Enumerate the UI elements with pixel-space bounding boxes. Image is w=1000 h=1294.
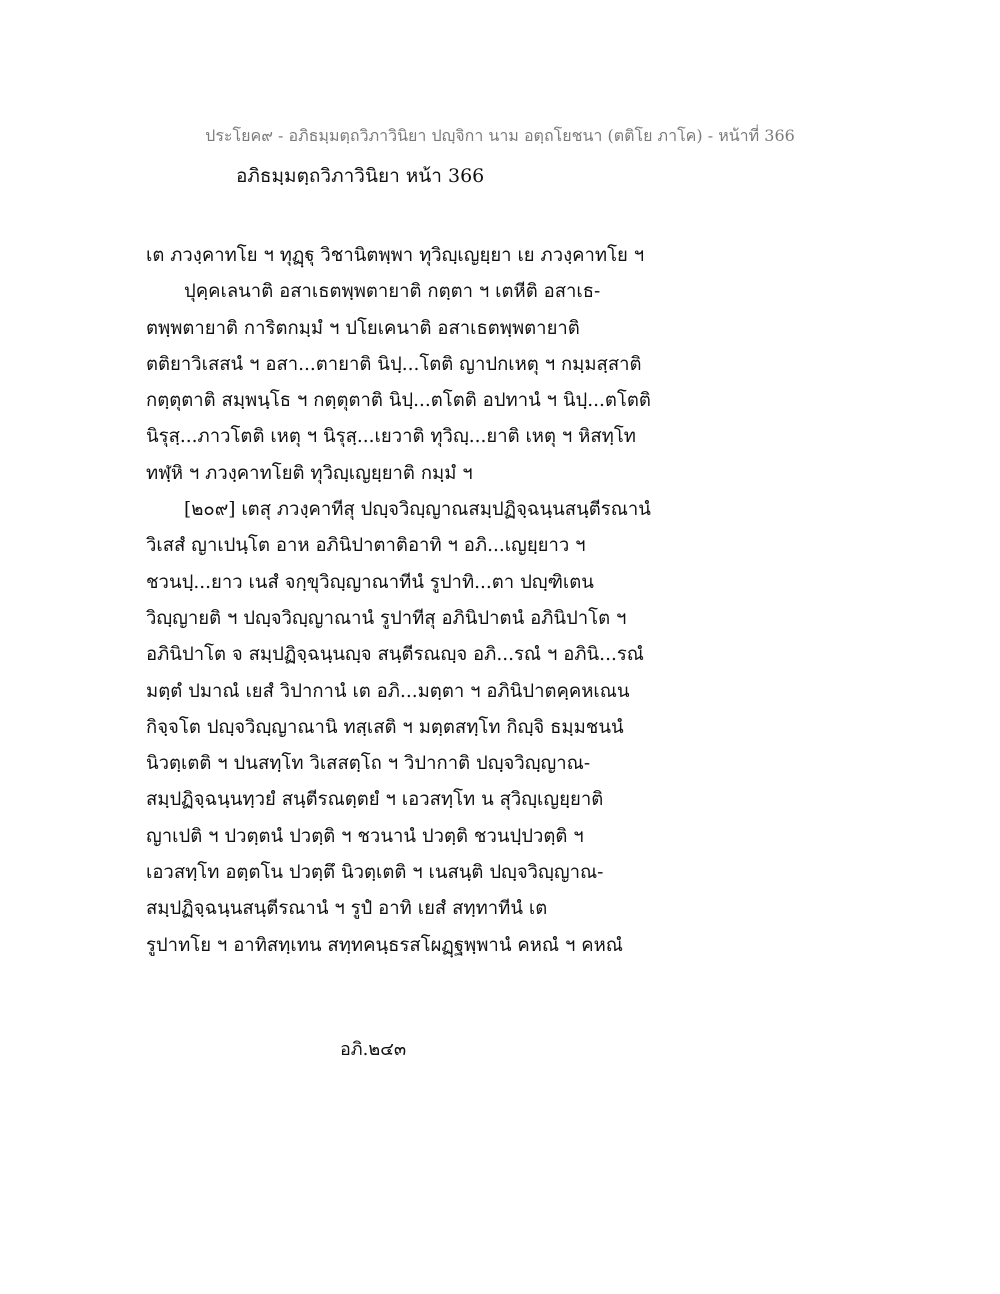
text-line: [๒๐๙] เตสุ ภวงฺคาทีสุ ปญฺจวิญฺญาณสมฺปฏิจฺฉนฺนสนฺตีรณานํ — [184, 499, 651, 521]
text-line: เต ภวงฺคาทโย ฯ ทุฏฺฐุ วิชานิตพฺพา ทุวิญฺเญยฺยา เย ภวงฺคาทโย ฯ — [146, 245, 645, 266]
text-line: วิเสสํ ญาเปนฺโต อาห อภินิปาตาติอาทิ ฯ อภิ...เญยฺยาว ฯ — [146, 535, 586, 557]
text-line: นิวตฺเตติ ฯ ปนสทฺโท วิเสสตฺโถ ฯ วิปากาติ ปญฺจวิญฺญาณ- — [146, 753, 591, 775]
body-text — [146, 238, 706, 964]
book-header: อภิธมฺมตฺถวิภาวินิยา หน้า 366 — [236, 165, 485, 187]
text-line: สมฺปฏิจฺฉนฺนทฺวยํ สนฺตีรณตฺตยํ ฯ เอวสทฺโท น สุวิญฺเญยฺยาติ — [146, 789, 604, 811]
running-header: ประโยค๙ - อภิธมฺมตฺถวิภาวินิยา ปญฺจิกา นาม อตฺถโยชนา (ตติโย ภาโค) - หน้าที่ 366 — [205, 126, 795, 145]
text-line: ปุคฺคเลนาติ อสาเธตพฺพตายาติ กตฺตา ฯ เตหีติ อสาเธ- — [184, 281, 601, 303]
text-line: ตพฺพตายาติ การิตกมฺมํ ฯ ปโยเคนาติ อสาเธตพฺพตายาติ — [146, 317, 580, 339]
text-line: รูปาทโย ฯ อาทิสทฺเทน สทฺทคนฺธรสโผฏฺฐพฺพานํ คหณํ ฯ คหณํ — [146, 934, 623, 956]
page-footer: อภิ.๒๔๓ — [340, 1039, 407, 1060]
text-line: ชวนปฺ...ยาว เนสํ จกฺขุวิญฺญาณาทีนํ รูปาทิ...ตา ปญฺฑิเตน — [146, 571, 594, 593]
text-line: กิจฺจโต ปญฺจวิญฺญาณานิ ทสฺเสติ ฯ มตฺตสทฺโท กิญฺจิ ธมฺมชนนํ — [146, 716, 624, 738]
text-line: นิรุสฺ...ภาวโตติ เหตุ ฯ นิรุสฺ...เยวาติ ทุวิญฺ...ยาติ เหตุ ฯ หิสทฺโท — [146, 426, 636, 448]
text-line: สมฺปฏิจฺฉนฺนสนฺตีรณานํ ฯ รูปํ อาทิ เยสํ สทฺทาทีนํ เต — [146, 898, 548, 920]
text-line: อภินิปาโต จ สมฺปฏิจฺฉนฺนญฺจ สนฺตีรณญฺจ อภิ...รณํ ฯ อภินิ...รณํ — [146, 644, 644, 666]
text-line: ญาเปติ ฯ ปวตฺตนํ ปวตฺติ ฯ ชวนานํ ปวตฺติ ชวนปฺปวตฺติ ฯ — [146, 825, 584, 847]
text-line: เอวสทฺโท อตฺตโน ปวตฺตึ นิวตฺเตติ ฯ เนสนฺติ ปญฺจวิญฺญาณ- — [146, 862, 604, 884]
text-line: มตฺตํ ปมาณํ เยสํ วิปากานํ เต อภิ...มตฺตา ฯ อภินิปาตคฺคหเณน — [146, 680, 630, 702]
text-line: ทฬฺหิ ฯ ภวงฺคาทโยติ ทุวิญฺเญยฺยาติ กมฺมํ ฯ — [146, 462, 473, 484]
text-line: วิญฺญายติ ฯ ปญฺจวิญฺญาณานํ รูปาทีสุ อภินิปาตนํ อภินิปาโต ฯ — [146, 607, 627, 629]
text-line: ตติยาวิเสสนํ ฯ อสา...ตายาติ นิปฺ...โตติ ญาปกเหตุ ฯ กมฺมสฺสาติ — [146, 353, 642, 375]
text-line: กตฺตุตาติ สมฺพนฺโธ ฯ กตฺตุตาติ นิปฺ...ตโตติ อปทานํ ฯ นิปฺ...ตโตติ — [146, 390, 651, 412]
